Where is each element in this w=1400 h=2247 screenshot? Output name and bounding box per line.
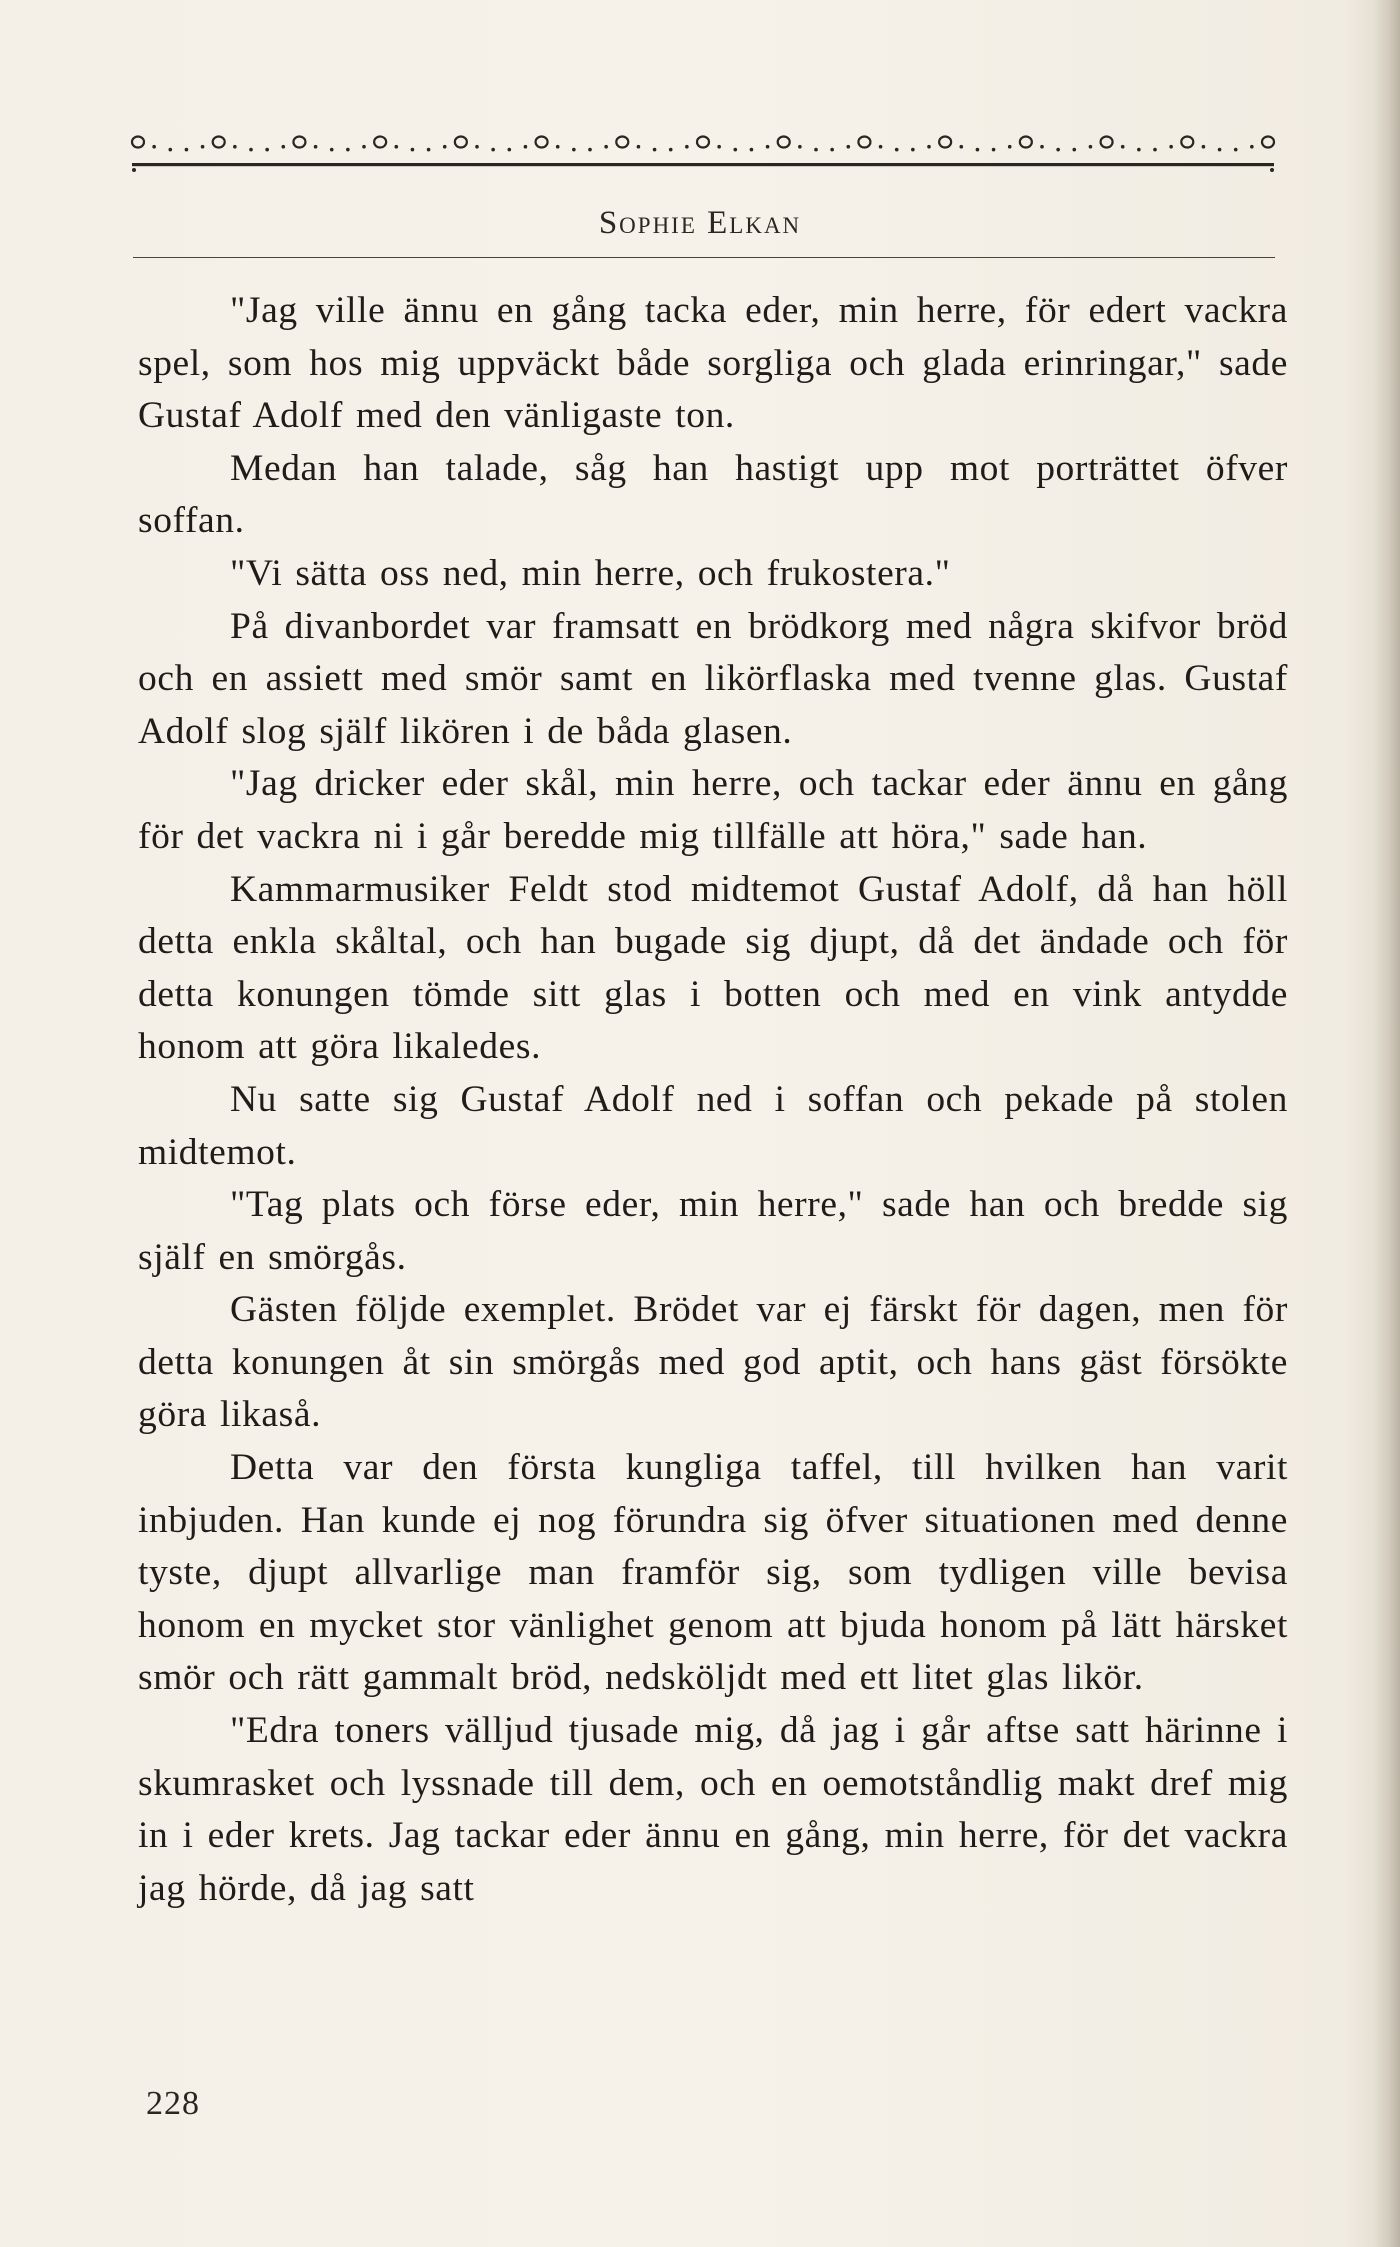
ornament-dot xyxy=(152,145,156,149)
ornament-ring xyxy=(1181,137,1193,148)
ornament-dot xyxy=(846,145,850,149)
ornament-ring xyxy=(1262,137,1274,148)
ornament-dot xyxy=(588,148,592,152)
ornament-ring xyxy=(132,137,144,148)
ornament-dot xyxy=(750,148,754,152)
ornament-dot xyxy=(1056,148,1060,152)
ornament-dot xyxy=(281,145,285,149)
ornament-dot xyxy=(766,145,770,149)
ornament-dot xyxy=(491,148,495,152)
ornament-dot xyxy=(879,145,883,149)
ornament-dot xyxy=(1234,148,1238,152)
paragraph: Kammarmusiker Feldt stod midtemot Gustaf Adolf, då han höll detta enkla skåltal, och han bugade sig djupt, då det ändade och för detta konungen tömde sitt glas i botten och med en vink antydde honom att göra likaledes. xyxy=(138,868,1288,1068)
ornament-dot xyxy=(394,145,398,149)
ornament-dot xyxy=(1040,145,1044,149)
paragraph: "Tag plats och förse eder, min herre," sade han och bredde sig själf en smörgås. xyxy=(138,1184,1288,1278)
ornament-dot xyxy=(1121,145,1125,149)
ornament-dot xyxy=(572,148,576,152)
paragraph: "Jag ville ännu en gång tacka eder, min herre, för edert vackra spel, som hos mig uppväckt både sorgliga och glada erinringar," sade Gustaf Adolf med den vänligaste ton. xyxy=(138,290,1288,437)
ornament-ring xyxy=(1020,137,1032,148)
ornament-dot xyxy=(1008,145,1012,149)
ornament-dot xyxy=(1250,145,1254,149)
ornament-dot xyxy=(798,145,802,149)
paragraph: "Edra toners välljud tjusade mig, då jag i går aftse satt härinne i skumrasket och lyssnade till dem, och en oemotståndlig makt dref mig in i eder krets. Jag tackar eder ännu en gång, min herre, för det vackra jag hörde, då jag satt xyxy=(138,1710,1288,1909)
ornament-dot xyxy=(959,145,963,149)
ornament-dot xyxy=(1153,148,1157,152)
ornament-dot xyxy=(685,145,689,149)
ornament-dot xyxy=(1218,148,1222,152)
ornament-dot xyxy=(927,145,931,149)
ornament-ring xyxy=(778,137,790,148)
ornament-ring xyxy=(455,137,467,148)
ornament-dot xyxy=(233,145,237,149)
ornament-dot xyxy=(330,148,334,152)
ornament-dot xyxy=(507,148,511,152)
ornament-ring xyxy=(213,137,225,148)
ornament-dot xyxy=(346,148,350,152)
paragraph: "Jag dricker eder skål, min herre, och tackar eder ännu en gång för det vackra ni i går beredde mig tillfälle att höra," sade han. xyxy=(138,763,1288,857)
ornament-dot xyxy=(604,145,608,149)
ornament-dot xyxy=(201,145,205,149)
ornament-dot xyxy=(362,145,366,149)
paragraph: Gästen följde exemplet. Brödet var ej färskt för dagen, men för detta konungen åt sin smörgås med god aptit, och hans gäst försökte göra likaså. xyxy=(138,1289,1288,1436)
ornament-dot xyxy=(524,145,528,149)
ornament-dot xyxy=(669,148,673,152)
running-head: Sophie Elkan xyxy=(598,205,802,241)
ornament-ring xyxy=(616,137,628,148)
ornament-dot xyxy=(814,148,818,152)
ornament-dot xyxy=(1169,145,1173,149)
ornament-dot xyxy=(1072,148,1076,152)
page-edge-shadow xyxy=(1374,0,1400,2247)
ornament-ring xyxy=(858,137,870,148)
ornament-dot xyxy=(911,148,915,152)
ornament-dot xyxy=(895,148,899,152)
ornament-dot xyxy=(1089,145,1093,149)
paragraph: Medan han talade, såg han hastigt upp mot porträttet öfver soffan. xyxy=(138,447,1288,542)
ornament-dot xyxy=(1137,148,1141,152)
ornament-dot xyxy=(653,148,657,152)
ornament-dot xyxy=(427,148,431,152)
ornament-dot xyxy=(556,145,560,149)
ornament-dot xyxy=(976,148,980,152)
body-text xyxy=(138,285,1288,1915)
ornament-dot xyxy=(475,145,479,149)
paragraph: "Vi sätta oss ned, min herre, och frukostera." xyxy=(230,552,951,594)
ornament-dot xyxy=(314,145,318,149)
ornament-dot xyxy=(168,148,172,152)
ornament-ring xyxy=(536,137,548,148)
ornament-dot xyxy=(637,145,641,149)
paragraph: På divanbordet var framsatt en brödkorg med några skifvor bröd och en assiett med smör samt en likörflaska med tvenne glas. Gustaf Adolf slog själf likören i de båda glasen. xyxy=(138,605,1288,752)
header-rule xyxy=(133,257,1275,258)
ornament-dot xyxy=(265,148,269,152)
ornament-ring xyxy=(697,137,709,148)
ornament-dot xyxy=(733,148,737,152)
ornament-dot xyxy=(185,148,189,152)
ornament-ring xyxy=(939,137,951,148)
paragraph: Detta var den första kungliga taffel, till hvilken han varit inbjuden. Han kunde ej nog förundra sig öfver situationen med denne tyste, djupt allvarlige man framför sig, som tydligen ville bevisa honom en mycket stor vänlighet genom att bjuda honom på lätt härsket smör och rätt gammalt bröd, nedsköljdt med ett litet glas likör. xyxy=(138,1447,1288,1699)
ornament-ring xyxy=(374,137,386,148)
ornament-dot xyxy=(830,148,834,152)
paragraph: Nu satte sig Gustaf Adolf ned i soffan och pekade på stolen midtemot. xyxy=(138,1078,1288,1173)
ornament-dot xyxy=(411,148,415,152)
ornament-dot xyxy=(1202,145,1206,149)
ornamental-header-rule xyxy=(128,128,1278,176)
page-number: 228 xyxy=(146,2085,200,2122)
ornament-dot xyxy=(717,145,721,149)
ornament-ring xyxy=(293,137,305,148)
ornament-dot xyxy=(443,145,447,149)
ornament-dot xyxy=(992,148,996,152)
ornament-dot xyxy=(249,148,253,152)
ornament-ring xyxy=(1101,137,1113,148)
